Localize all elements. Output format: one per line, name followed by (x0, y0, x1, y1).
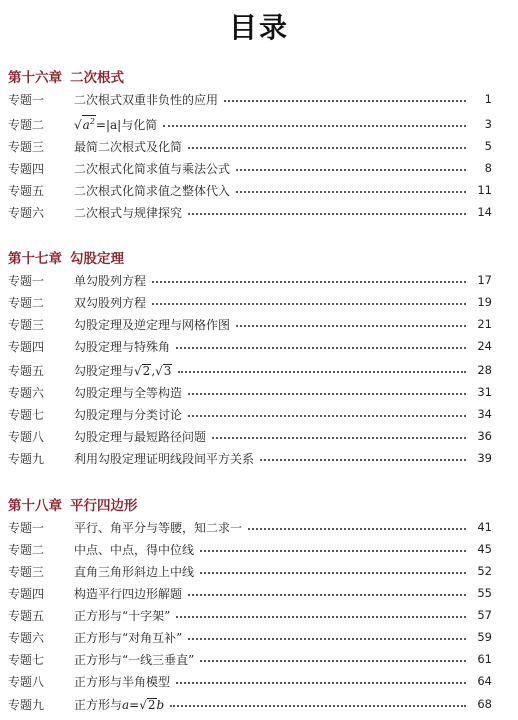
dot-leader (188, 147, 466, 149)
dot-leader (236, 325, 466, 327)
dot-leader (152, 303, 466, 305)
toc-entry[interactable] (8, 337, 492, 355)
dot-leader (248, 528, 466, 530)
math-expression: a (122, 697, 130, 712)
dot-leader (152, 281, 466, 283)
toc-entry[interactable] (8, 361, 492, 379)
toc-entry[interactable] (8, 628, 492, 646)
page-number: 5 (484, 139, 492, 153)
toc-entry[interactable] (8, 383, 492, 401)
page-number: 8 (484, 161, 492, 175)
chapter-name: 平行四边形 (70, 498, 138, 514)
topic-title: 二次根式双重非负性的应用 (74, 92, 219, 107)
toc-entry[interactable] (8, 90, 492, 108)
radicand: 2 (142, 363, 151, 378)
topic-label: 专题一 (8, 92, 45, 107)
dot-leader (163, 125, 466, 127)
chapter-name: 二次根式 (70, 70, 124, 86)
dot-leader (188, 594, 466, 596)
page-number: 64 (477, 674, 492, 688)
radicand: 3 (163, 363, 172, 378)
topic-label: 专题三 (8, 139, 45, 154)
topic-title: 正方形与“一线三垂直” (74, 652, 195, 667)
toc-entry[interactable] (8, 606, 492, 624)
toc-entry[interactable] (8, 650, 492, 668)
chapter-heading-17 (8, 247, 124, 267)
topic-label: 专题八 (8, 429, 45, 444)
radicand: 2 (147, 697, 156, 712)
topic-label: 专题六 (8, 630, 45, 645)
topic-label: 专题九 (8, 451, 45, 466)
page-number: 28 (477, 363, 492, 377)
chapter-number: 第十七章 (8, 251, 62, 267)
topic-title: 正方形与a=√2b (74, 697, 165, 712)
topic-label: 专题五 (8, 363, 45, 378)
topic-label: 专题八 (8, 674, 45, 689)
page-number: 45 (477, 542, 492, 556)
topic-title: 勾股定理及逆定理与网格作图 (74, 317, 231, 332)
topic-label: 专题二 (8, 542, 45, 557)
topic-title: 双勾股列方程 (74, 295, 147, 310)
topic-label: 专题四 (8, 161, 45, 176)
toc-entry[interactable] (8, 115, 492, 133)
dot-leader (236, 191, 466, 193)
dot-leader (188, 415, 466, 417)
toc-entry[interactable] (8, 203, 492, 221)
toc-entry[interactable] (8, 562, 492, 580)
toc-entry[interactable] (8, 159, 492, 177)
topic-title: 最简二次根式及化简 (74, 139, 183, 154)
topic-label: 专题四 (8, 339, 45, 354)
dot-leader (260, 459, 466, 461)
topic-title: 勾股定理与√2,√3 (74, 363, 172, 378)
radical-sign: √ (134, 363, 142, 378)
page-number: 19 (477, 295, 492, 309)
toc-entry[interactable] (8, 449, 492, 467)
page-number: 1 (484, 92, 492, 106)
topic-label: 专题七 (8, 652, 45, 667)
chapter-heading-18 (8, 494, 138, 514)
topic-label: 专题六 (8, 205, 45, 220)
page-number: 17 (477, 273, 492, 287)
page-number: 31 (477, 385, 492, 399)
radical-sign: √ (139, 697, 147, 712)
toc-entry[interactable] (8, 427, 492, 445)
topic-title: 勾股定理与分类讨论 (74, 407, 183, 422)
page-number: 24 (477, 339, 492, 353)
toc-entry[interactable] (8, 540, 492, 558)
topic-label: 专题四 (8, 586, 45, 601)
dot-leader (176, 347, 466, 349)
chapter-name: 勾股定理 (70, 251, 124, 267)
radical-sign: √ (74, 118, 82, 132)
dot-leader (176, 682, 466, 684)
dot-leader (200, 660, 466, 662)
dot-leader (188, 393, 466, 395)
page-number: 41 (477, 520, 492, 534)
page-number: 14 (477, 205, 492, 219)
toc-entry[interactable] (8, 137, 492, 155)
topic-label: 专题一 (8, 520, 45, 535)
page-number: 39 (477, 451, 492, 465)
dot-leader (200, 572, 466, 574)
dot-leader (212, 437, 466, 439)
page-number: 55 (477, 586, 492, 600)
dot-leader (236, 169, 466, 171)
topic-title: 勾股定理与特殊角 (74, 339, 171, 354)
topic-title: 正方形与“对角互补” (74, 630, 183, 645)
topic-title: 正方形与“十字架” (74, 608, 171, 623)
page-number: 57 (477, 608, 492, 622)
topic-title: 正方形与半角模型 (74, 674, 171, 689)
dot-leader (176, 616, 466, 618)
dot-leader (170, 705, 466, 707)
radicand: $a^2$ (82, 117, 95, 132)
topic-label: 专题二 (8, 295, 45, 310)
page-number: 36 (477, 429, 492, 443)
chapter-number: 第十六章 (8, 70, 62, 86)
page-number: 34 (477, 407, 492, 421)
dot-leader (188, 638, 466, 640)
toc-entry[interactable] (8, 315, 492, 333)
topic-label: 专题五 (8, 183, 45, 198)
chapter-heading-16 (8, 66, 124, 86)
page-number: 11 (477, 183, 492, 197)
topic-label: 专题三 (8, 317, 45, 332)
topic-title: 中点、中点，得中位线 (74, 542, 195, 557)
topic-label: 专题二 (8, 117, 45, 132)
dot-leader (178, 371, 466, 373)
toc-entry[interactable] (8, 518, 492, 536)
toc-entry[interactable] (8, 695, 492, 713)
topic-label: 专题一 (8, 273, 45, 288)
topic-title: 构造平行四边形解题 (74, 586, 183, 601)
topic-label: 专题三 (8, 564, 45, 579)
toc-entry[interactable] (8, 293, 492, 311)
toc-entry[interactable] (8, 672, 492, 690)
topic-title: 单勾股列方程 (74, 273, 147, 288)
page-number: 68 (477, 697, 492, 711)
topic-title: 勾股定理与最短路径问题 (74, 429, 207, 444)
toc-entry[interactable] (8, 584, 492, 602)
radical-sign: √ (155, 363, 163, 378)
topic-label: 专题五 (8, 608, 45, 623)
topic-label: 专题九 (8, 697, 45, 712)
page-number: 61 (477, 652, 492, 666)
topic-title: 二次根式与规律探究 (74, 205, 183, 220)
chapter-number: 第十八章 (8, 498, 62, 514)
toc-entry[interactable] (8, 271, 492, 289)
page-title: 目录 (228, 11, 289, 44)
toc-entry[interactable] (8, 405, 492, 423)
dot-leader (188, 213, 466, 215)
dot-leader (224, 100, 466, 102)
page-number: 21 (477, 317, 492, 331)
topic-title: 平行、角平分与等腰，知二求一 (74, 520, 243, 535)
dot-leader (200, 550, 466, 552)
topic-title: 勾股定理与全等构造 (74, 385, 183, 400)
page-number: 59 (477, 630, 492, 644)
topic-title: 直角三角形斜边上中线 (74, 564, 195, 579)
topic-title: 二次根式化简求值与乘法公式 (74, 161, 231, 176)
topic-label: 专题七 (8, 407, 45, 422)
topic-title: 利用勾股定理证明线段间平方关系 (74, 451, 255, 466)
topic-title: $√a^2=|a|$与化简 (74, 117, 158, 132)
page-number: 3 (484, 117, 492, 131)
topic-title: 二次根式化简求值之整体代入 (74, 183, 231, 198)
topic-label: 专题六 (8, 385, 45, 400)
page-number: 52 (477, 564, 492, 578)
toc-entry[interactable] (8, 181, 492, 199)
